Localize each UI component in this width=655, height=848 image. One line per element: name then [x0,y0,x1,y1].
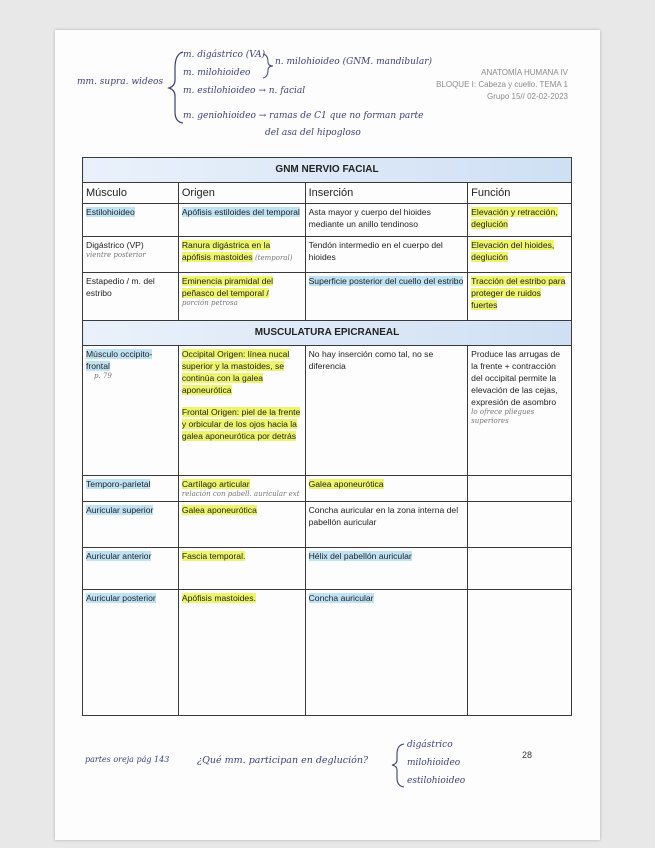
cell-musculo-note: vientre posterior [86,251,146,259]
table-header-row [83,183,572,204]
cell-insercion: No hay inserción como tal, no se diferencia [308,349,434,371]
cell-insercion: Hélix del pabellón auricular [308,551,412,561]
cell-musculo: Digástrico (VP) [86,240,144,250]
cell-funcion: Produce las arrugas de la frente + contracción del occipital permite la elevación de las cejas, expresión de asombro [471,349,561,407]
header-group-date: Grupo 15// 02-02-2023 [487,92,568,101]
cell-origen: Cartílago articular [181,479,250,489]
cell-funcion: Elevación y retracción, deglución [471,207,558,229]
col-header-funcion: Función [468,183,572,204]
note-group-label: mm. supra. wideos [77,77,164,87]
cell-origen-note: porción petrosa [181,299,238,307]
section-title-epicraneal: MUSCULATURA EPICRANEAL [83,321,572,346]
cell-musculo: Auricular anterior [86,551,152,561]
cell-origen-note: relación con pabell. auricular ext [181,490,300,498]
note-muscle-1: m. digástrico (VA) [183,50,266,60]
note-muscle-2: m. milohioideo [183,68,251,78]
section-title-facial: GNM NERVIO FACIAL [83,158,572,183]
cell-origen: Eminencia piramidal del peñasco del temporal / [181,276,274,298]
cell-origen: Fascia temporal. [181,551,246,561]
note-brace-label: n. milohioideo (GNM. mandibular) [275,57,433,67]
cell-funcion [468,548,572,590]
col-header-origen: Origen [178,183,305,204]
cell-funcion: Elevación del hioides, deglución [471,240,555,262]
table-row [83,204,572,237]
cell-musculo: Estapedio / m. del estribo [86,276,155,298]
cell-insercion: Concha auricular [308,593,374,603]
table-row [83,237,572,273]
header-block: BLOQUE I: Cabeza y cuello. TEMA 1 [436,80,568,89]
cell-musculo-note: p. 79 [94,372,112,380]
note-muscle-4: m. geniohioideo → ramas de C1 que no forman parte [183,111,424,121]
table-row [83,548,572,590]
cell-origen: Apófisis estiloides del temporal [181,207,300,217]
cell-insercion: Concha auricular en la zona interna del pabellón auricular [308,505,459,527]
cell-musculo: Auricular posterior [86,593,156,603]
note-muscle-4-cont: del asa del hipogloso [265,128,361,138]
note-question: ¿Qué mm. participan en deglución? [197,755,369,766]
document-page [55,30,600,840]
cell-funcion [468,476,572,502]
cell-insercion: Galea aponeurótica [308,479,384,489]
cell-funcion [468,590,572,716]
table-row [83,273,572,321]
cell-musculo: Músculo occipito-frontal [86,349,153,371]
note-muscle-3: m. estilohioideo → n. facial [183,86,306,96]
header-course: ANATOMÍA HUMANA IV [481,68,568,77]
cell-funcion [468,502,572,548]
cell-origen-frontal: Frontal Origen: piel de la frente y orbicular de los ojos hacia la galea aponeurótica por detrás [181,407,301,441]
document-header [436,67,568,103]
table-row [83,590,572,716]
brace-bottom-icon [390,742,406,788]
cell-origen: Apófisis mastoides. [181,593,256,603]
cell-insercion: Superficie posterior del cuello del estribo [308,276,464,286]
cell-origen: Ranura digástrica en la apófisis mastoides [181,240,271,262]
col-header-musculo: Músculo [83,183,179,204]
cell-musculo: Temporo-parietal [86,479,151,489]
cell-origen-occipital: Occipital Origen: línea nucal superior y la mastoides, se continúa con la galea aponeurótica [181,349,290,395]
table-row [83,476,572,502]
cell-insercion: Asta mayor y cuerpo del hioides mediante un anillo tendinoso [308,207,431,229]
table-row [83,346,572,476]
cell-funcion: Tracción del estribo para proteger de ruidos fuertes [471,276,566,310]
table-row [83,502,572,548]
note-answer-3: estilohioideo [407,776,466,786]
note-bottom-left: partes oreja pág 143 [85,755,170,764]
cell-origen-note: (temporal) [254,254,293,262]
note-answer-2: milohioideo [407,758,461,768]
brace-small-icon [262,52,274,80]
cell-origen: Galea aponeurótica [181,505,257,515]
col-header-insercion: Inserción [305,183,468,204]
cell-musculo: Estilohioideo [86,207,135,217]
cell-insercion: Tendón intermedio en el cuerpo del hioides [308,240,443,262]
cell-musculo: Auricular superior [86,505,154,515]
muscle-table [82,157,572,716]
note-answer-1: digástrico [407,740,453,750]
cell-funcion-note: lo ofrece pliegues superiores [471,408,535,425]
page-number: 28 [521,750,532,760]
